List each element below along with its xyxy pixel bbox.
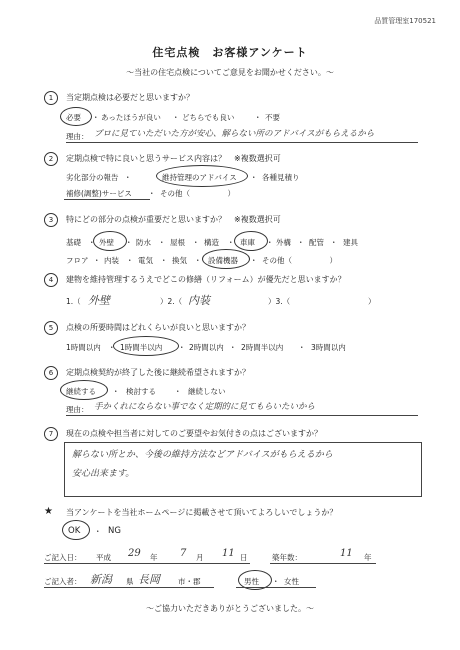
q1-reason-text[interactable]: プロに見ていただいた方が安心、解らない所のアドバイスがもらえるから xyxy=(94,129,375,139)
option-separator: ・ xyxy=(178,343,186,352)
q2-question: 定期点検で特に良いと思うサービス内容は？ ※複数選択可 xyxy=(66,154,281,163)
q5-option-2-5h[interactable]: 2時間半以内 xyxy=(241,343,284,352)
entry-era: 平成 xyxy=(96,553,111,562)
option-separator: ・ xyxy=(126,256,134,265)
option-separator: ・ xyxy=(254,113,262,122)
page-subtitle: 〜当社の住宅点検についてご意見をお聞かせください。〜 xyxy=(126,68,334,77)
q1-option-either[interactable]: どちらでも良い xyxy=(182,113,235,122)
q3-option-foundation[interactable]: 基礎 xyxy=(66,238,81,247)
entry-day[interactable]: 11 xyxy=(222,548,235,559)
q4-answer-2[interactable]: 内装 xyxy=(188,294,210,307)
writer-underline xyxy=(44,587,214,588)
option-separator: ・ xyxy=(250,256,258,265)
q5-option-2h[interactable]: 2時間以内 xyxy=(189,343,224,352)
option-separator: ・ xyxy=(330,238,338,247)
document-id: 品質管理室170521 xyxy=(374,17,436,25)
question-number-2: 2 xyxy=(44,152,58,166)
q6-reason-text[interactable]: 手かくれにならない事でなく定期的に見てもらいたいから xyxy=(94,402,316,412)
q6-option-not-continue[interactable]: 継続しない xyxy=(188,387,226,396)
entry-year-label: 年 xyxy=(150,553,158,562)
city-label: 市・郡 xyxy=(178,577,201,586)
option-separator: ・ xyxy=(174,387,182,396)
q4-slot-1: 1.（ xyxy=(66,297,81,306)
q2-option-report[interactable]: 劣化部分の報告 xyxy=(66,173,119,182)
q7-answer-line1: 解らない所とか、今後の維持方法などアドバイスがもらえるから xyxy=(72,450,333,460)
selection-circle xyxy=(202,249,250,269)
q3-option-electric[interactable]: 電気 xyxy=(138,256,153,265)
q7-answer-line2: 安心出来ます。 xyxy=(72,469,135,479)
selection-circle xyxy=(234,231,268,251)
q4-slot-end: ） xyxy=(368,297,376,306)
q5-option-3h[interactable]: 3時間以内 xyxy=(311,343,346,352)
question-number-1: 1 xyxy=(44,91,58,105)
entry-date-underline xyxy=(44,563,250,564)
footer-thanks: 〜ご協力いただきありがとうございました。〜 xyxy=(146,604,314,613)
q6-question: 定期点検契約が終了した後に継続希望されますか？ xyxy=(66,368,250,377)
selection-circle xyxy=(60,380,108,400)
q4-answer-1[interactable]: 外壁 xyxy=(88,294,110,307)
q4-question: 建物を維持管理するうえでどこの修繕（リフォーム）が優先だと思いますか？ xyxy=(66,275,346,284)
publish-option-ng[interactable]: NG xyxy=(108,526,121,536)
prefecture-label: 県 xyxy=(126,577,134,586)
writer-city[interactable]: 長岡 xyxy=(138,573,160,586)
option-separator: ・ xyxy=(250,173,258,182)
age-label: 築年数： xyxy=(272,553,302,562)
question-number-5: 5 xyxy=(44,321,58,335)
entry-year[interactable]: 29 xyxy=(128,548,141,559)
q1-reason-underline xyxy=(66,142,418,143)
selection-circle xyxy=(156,165,248,187)
option-separator: ・ xyxy=(266,238,274,247)
q1-question: 当定期点検は必要だと思いますか？ xyxy=(66,93,194,102)
q5-option-1h[interactable]: 1時間以内 xyxy=(66,343,101,352)
option-separator: ・ xyxy=(194,256,202,265)
age-underline xyxy=(270,563,376,564)
option-separator: ・ xyxy=(93,256,101,265)
option-separator: ・ xyxy=(192,238,200,247)
selection-circle xyxy=(113,336,179,356)
q1-reason-label: 理由： xyxy=(66,132,89,141)
writer-prefecture[interactable]: 新潟 xyxy=(90,573,112,586)
q4-slot-2: ）2.（ xyxy=(160,297,183,306)
option-separator: ・ xyxy=(108,343,116,352)
q3-option-exterior[interactable]: 外構 xyxy=(276,238,291,247)
option-separator: ・ xyxy=(158,238,166,247)
option-separator: ・ xyxy=(124,173,132,182)
q1-option-better[interactable]: あったほうが良い xyxy=(101,113,161,122)
option-separator: ・ xyxy=(92,113,100,122)
q3-option-garage[interactable]: 車庫 xyxy=(240,238,255,247)
q6-option-consider[interactable]: 検討する xyxy=(126,387,156,396)
option-separator: ・ xyxy=(172,113,180,122)
q1-option-necessary[interactable]: 必要 xyxy=(66,113,81,122)
option-separator: ・ xyxy=(160,256,168,265)
option-separator: ・ xyxy=(298,343,306,352)
q3-option-exterior-wall[interactable]: 外壁 xyxy=(99,238,114,247)
selection-circle xyxy=(62,520,90,540)
q3-option-piping[interactable]: 配管 xyxy=(309,238,324,247)
entry-day-label: 日 xyxy=(240,553,248,562)
selection-circle xyxy=(60,107,92,126)
q4-slot-3: ）3.（ xyxy=(268,297,291,306)
q3-option-other[interactable]: その他（ ） xyxy=(262,256,337,265)
gender-option-female[interactable]: 女性 xyxy=(284,577,299,586)
q2-option-other[interactable]: その他（ ） xyxy=(160,189,235,198)
question-number-6: 6 xyxy=(44,366,58,380)
publish-question: 当アンケートを当社ホームページに掲載させて頂いてよろしいでしょうか？ xyxy=(66,508,338,517)
gender-underline xyxy=(236,587,316,588)
option-separator: ・ xyxy=(227,238,235,247)
star-icon: ★ xyxy=(44,506,53,517)
option-separator: ・ xyxy=(94,527,102,536)
q6-option-continue[interactable]: 継続する xyxy=(66,387,96,396)
q2-option-advice[interactable]: 維持管理のアドバイス xyxy=(162,173,237,182)
question-number-7: 7 xyxy=(44,427,58,441)
q7-question: 現在の点検や担当者に対してのご要望やお気付きの点はございますか？ xyxy=(66,429,322,438)
q3-option-waterproof[interactable]: 防水 xyxy=(136,238,151,247)
page-title: 住宅点検 お客様アンケート xyxy=(152,46,308,59)
entry-month-label: 月 xyxy=(196,553,204,562)
option-separator: ・ xyxy=(272,577,280,586)
q2-option-estimate[interactable]: 各種見積り xyxy=(262,173,300,182)
q1-option-unnecessary[interactable]: 不要 xyxy=(265,113,280,122)
question-number-4: 4 xyxy=(44,273,58,287)
q3-option-floor[interactable]: フロア xyxy=(66,256,89,265)
question-number-3: 3 xyxy=(44,213,58,227)
selection-circle xyxy=(93,231,127,251)
q3-option-interior[interactable]: 内装 xyxy=(104,256,119,265)
q3-option-fittings[interactable]: 建具 xyxy=(343,238,358,247)
age-unit: 年 xyxy=(364,553,372,562)
publish-option-ok[interactable]: OK xyxy=(68,526,81,536)
q5-option-1-5h[interactable]: 1時間半以内 xyxy=(120,343,163,352)
entry-date-label: ご記入日： xyxy=(44,553,82,562)
entry-month[interactable]: 7 xyxy=(180,548,187,559)
option-separator: ・ xyxy=(148,189,156,198)
q3-option-roof[interactable]: 屋根 xyxy=(170,238,185,247)
age-value[interactable]: 11 xyxy=(340,548,353,559)
option-separator: ・ xyxy=(125,238,133,247)
q3-option-ventilation[interactable]: 換気 xyxy=(172,256,187,265)
option-separator: ・ xyxy=(88,238,96,247)
option-separator: ・ xyxy=(112,387,120,396)
option-separator: ・ xyxy=(297,238,305,247)
q3-option-structure[interactable]: 構造 xyxy=(204,238,219,247)
q2-repair-underline xyxy=(64,199,150,200)
q6-reason-label: 理由： xyxy=(66,405,89,414)
q2-option-repair[interactable]: 補修(調整)サービス xyxy=(66,189,132,198)
gender-option-male[interactable]: 男性 xyxy=(244,577,259,586)
q3-question: 特にどの部分の点検が重要だと思いますか？ ※複数選択可 xyxy=(66,215,281,224)
option-separator: ・ xyxy=(229,343,237,352)
writer-label: ご記入者： xyxy=(44,577,82,586)
q3-option-equipment[interactable]: 設備機器 xyxy=(208,256,238,265)
q6-reason-underline xyxy=(66,415,418,416)
q5-question: 点検の所要時間はどれくらいが良いと思いますか？ xyxy=(66,323,250,332)
